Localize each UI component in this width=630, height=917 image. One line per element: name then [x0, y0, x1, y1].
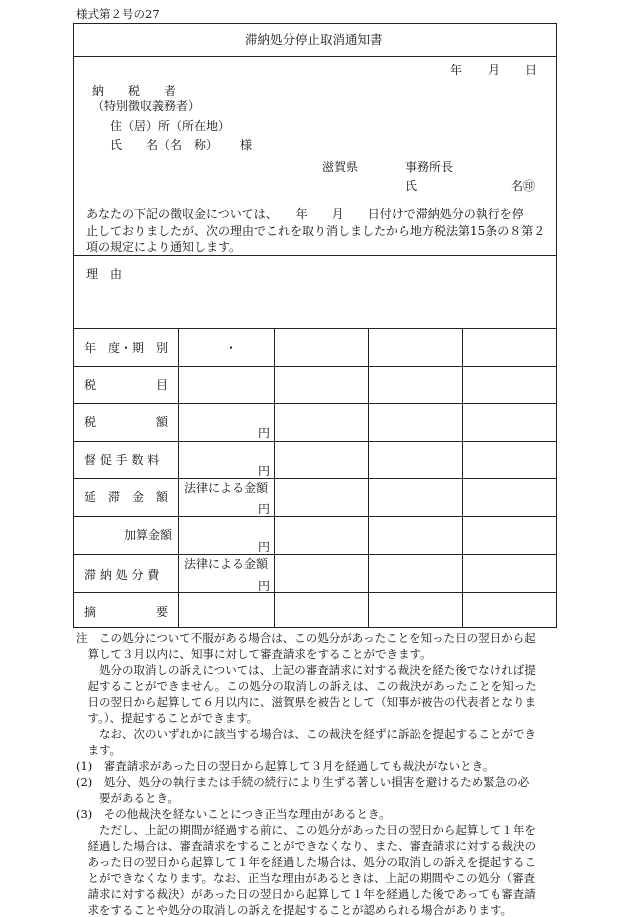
issuer-office: 事務所長: [405, 160, 454, 174]
body-line: あなたの下記の徴収金については、 年 月 日付けで滞納処分の執行を停: [86, 207, 524, 221]
address-label: 住（居）所（所在地）: [110, 119, 231, 133]
row-rule: [73, 403, 557, 404]
unit-yen: 円: [258, 540, 271, 554]
reason-label: 理 由: [86, 267, 123, 281]
recipient-role: 納 税 者: [92, 84, 177, 98]
row-label-year-period: 年 度・期 別: [84, 341, 169, 355]
legal-amount-label: 法律による金額: [184, 557, 269, 571]
row-rule: [73, 592, 557, 593]
note-line: ます。: [76, 743, 122, 757]
row-rule: [73, 478, 557, 479]
body-line: 止しておりましたが、次の理由でこれを取り消しましたから地方税法第15条の８第２: [86, 224, 546, 238]
note-line: あった日の翌日から起算して１年を経過した場合は、処分の取消しの訴えを提起するこ: [76, 855, 536, 869]
document-title: 滞納処分停止取消通知書: [245, 32, 383, 47]
note-line: (2) 処分、処分の執行または手続の続行により生ずる著しい損害を避けるため緊急の必: [76, 775, 530, 789]
body-line: 項の規定により通知します。: [86, 240, 242, 254]
legal-amount-label: 法律による金額: [184, 481, 269, 495]
unit-yen: 円: [258, 502, 271, 516]
col-rule: [178, 328, 179, 628]
row-label-additional-amount: 加算金額: [124, 528, 173, 542]
row-rule: [73, 366, 557, 367]
year-period-separator: ・: [225, 341, 238, 355]
note-line: 注 この処分について不服がある場合は、この処分があったことを知った日の翌日から起: [76, 631, 536, 645]
row-label-delinquency-amount: 延 滞 金 額: [84, 490, 169, 504]
row-label-dunning-fee: 督 促 手 数 料: [84, 453, 160, 467]
col-rule: [274, 328, 275, 628]
note-line: 算して３月以内に、知事に対して審査請求をすることができます。: [76, 647, 432, 661]
date-month: 月: [488, 63, 501, 77]
row-rule: [73, 554, 557, 555]
note-line: す。）、提起することができます。: [76, 711, 259, 725]
note-line: とができなくなります。なお、正当な理由があるときは、上記の期間やこの処分（審査: [76, 871, 536, 885]
issuer-seal: 名㊞: [511, 179, 536, 193]
row-rule: [73, 441, 557, 442]
col-rule: [368, 328, 369, 628]
note-line: (3) その他裁決を経ないことにつき正当な理由があるとき。: [76, 807, 391, 821]
note-line: 起することができません。この処分の取消しの訴えは、この裁決があったことを知った: [76, 679, 537, 693]
form-number: 様式第２号の27: [76, 7, 160, 21]
note-line: なお、次のいずれかに該当する場合は、この裁決を経ずに訴訟を提起することができ: [76, 727, 536, 741]
unit-yen: 円: [258, 426, 271, 440]
note-line: 要があるとき。: [76, 791, 180, 805]
unit-yen: 円: [258, 464, 271, 478]
issuer-name-label: 氏: [405, 179, 418, 193]
honorific: 様: [240, 138, 253, 152]
recipient-role-sub: （特別徴収義務者）: [92, 99, 201, 113]
note-line: 請求に対する裁決）があった日の翌日から起算して１年を経過した後であっても審査請: [76, 887, 536, 901]
note-line: 経過した場合は、審査請求をすることができなくなり、また、審査請求に対する裁決の: [76, 839, 536, 853]
note-line: 求をすることや処分の取消しの訴えを提起することが認められる場合があります。: [76, 903, 513, 917]
name-label: 氏 名（名 称）: [110, 138, 219, 152]
issuer-prefecture: 滋賀県: [322, 160, 359, 174]
row-rule: [73, 516, 557, 517]
date-year: 年: [450, 63, 463, 77]
row-label-disposition-cost: 滞 納 処 分 費: [84, 568, 160, 582]
reason-rule: [73, 328, 557, 329]
note-line: ただし、上記の期間が経過する前に、この処分があった日の翌日から起算して１年を: [76, 823, 536, 837]
unit-yen: 円: [258, 579, 271, 593]
note-line: 日の翌日から起算して６月以内に、滋賀県を被告として（知事が被告の代表者となりま: [76, 695, 536, 709]
row-label-tax-amount: 税 額: [84, 415, 169, 429]
note-line: 処分の取消しの訴えについては、上記の審査請求に対する裁決を経た後でなければ提: [76, 663, 536, 677]
col-rule: [462, 328, 463, 628]
row-label-remarks: 摘 要: [84, 605, 169, 619]
note-line: (1) 審査請求があった日の翌日から起算して３月を経過しても裁決がないとき。: [76, 759, 495, 773]
row-label-tax-item: 税 目: [84, 378, 169, 392]
date-day: 日: [525, 63, 538, 77]
body-rule: [73, 255, 557, 256]
title-rule: [73, 56, 557, 57]
